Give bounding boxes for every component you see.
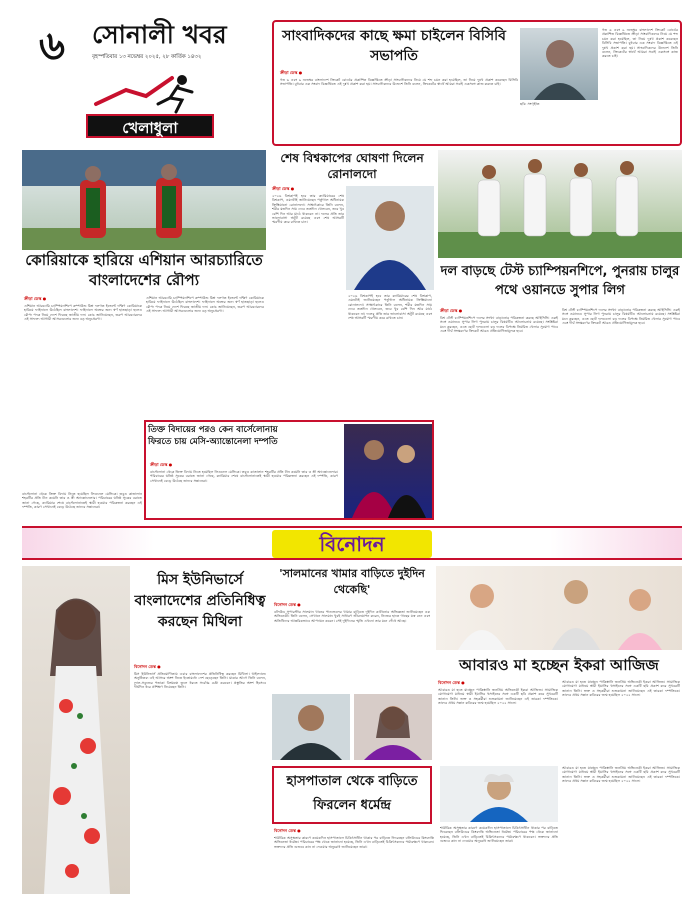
byline: ক্রীড়া ডেস্ক ● bbox=[440, 308, 463, 313]
dharmendra-photo bbox=[440, 766, 558, 822]
body-text-column-3: আবারও মা হতে যাচ্ছেন পাকিস্তানি জনপ্রিয় অভিনেত্রী ইকরা আজিজ। সামাজিক যোগাযোগ মাধ্যমে স্বামী ইয়াসির হুসাইনের সঙ্গে একটি ছবি প্রকাশ করে সুখবরটি জানান তিনি। ভক্ত ও সহকর্মীরা শুভকামনা জানিয়েছেন এই তারকা দম্পতিকে। তাদের প্রথম সন্তান কবিরের জন্ম হয়েছিল ২০২২ সালে। bbox=[562, 766, 680, 784]
headline: শেষ বিশ্বকাপের ঘোষণা দিলেন রোনালদো bbox=[280, 151, 424, 181]
photo-caption: ছবি: সংগৃহীত bbox=[520, 102, 540, 106]
byline: বিনোদন ডেস্ক ● bbox=[438, 680, 465, 685]
story-messi bbox=[144, 420, 434, 520]
headline: কোরিয়াকে হারিয়ে এশিয়ান আরচ্যারিতে বাংলাদেশের রৌপ্য bbox=[25, 251, 263, 289]
body-text: শারীরিক অসুস্থতার কারণে কয়েকদিন হাসপাতালে চিকিৎসাধীন থাকার পর বাড়িতে ফিরেছেন বলিউডের কিংবদন্তি অভিনেতা ধর্মেন্দ্র। পরিবারের পক্ষ থেকে জানানো হয়েছে, তিনি এখন বাড়িতেই চিকিৎসকদের পর্যবেক্ষণে থাকবেন। ভক্তদের প্রতি গুজবে কান না দেওয়ার অনুরোধ জানিয়েছেন তারা। bbox=[274, 836, 434, 849]
body-text: মিস ইউনিভার্স প্রতিযোগিতায় এবার বাংলাদেশের প্রতিনিধিত্ব করছেন মিথিলা। থাইল্যান্ডে অনুষ্ঠিতব্য এই আসরে অংশ নিতে ইতোমধ্যে দেশ ছেড়েছেন তিনি। যাত্রার আগে তিনি বলেন, লাল-সবুজের পতাকা বিশ্বমঞ্চে তুলে ধরতে সর্বোচ্চ চেষ্টা করবেন। প্রস্তুতির অংশ হিসেবে দীর্ঘদিন ধরে প্রশিক্ষণ নিয়েছেন তিনি। bbox=[134, 672, 266, 690]
body-text-continued: এশিয়ান আরচ্যারি চ্যাম্পিয়নশিপে কম্পাউন্ড মিশ্র দলগত ইভেন্টে দক্ষিণ কোরিয়াকে হারিয়ে ফাইনালে উঠেছিল বাংলাদেশ। ফাইনালে অল্পের জন্য স্বর্ণ হাতছাড়া হলেও রৌপ্য পদক নিয়ে দেশে ফিরছে জাতীয় দল। কোচ জানিয়েছেন, তরুণ আরচ্যারদের এই সাফল্য আগামী আসরগুলোর জন্য বড় অনুপ্রেরণা। bbox=[146, 296, 264, 314]
body-text: বার্সেলোনা থেকে তিক্ত বিদায় নিতে হয়েছিল লিওনেল মেসিকে। তবুও কাতালান শহরটির প্রতি টান কমেনি তার ও স্ত্রী অ্যান্তোনেলার। পরিবারের ঘনিষ্ঠ সূত্রের বরাতে জানা গেছে, ক্যারিয়ার শেষে বার্সেলোনাতেই স্থায়ী হওয়ার পরিকল্পনা করছেন এই দম্পতি, কারণ সেখানেই বেড়ে উঠেছে তাদের সন্তানেরা। bbox=[150, 470, 338, 483]
story-ronaldo bbox=[270, 150, 434, 420]
byline: বিনোদন ডেস্ক ● bbox=[274, 828, 301, 833]
headline: আবারও মা হচ্ছেন ইকরা আজিজ bbox=[459, 656, 659, 674]
date-line: বৃহস্পতিবার ১৩ নভেম্বর ২০২৫, ২৮ কার্তিক ১৪৩২ bbox=[92, 54, 202, 60]
headline-box bbox=[272, 766, 432, 824]
masthead bbox=[22, 18, 268, 140]
body-text-continued: বিশ্ব টেস্ট চ্যাম্পিয়নশিপে দলের সংখ্যা বাড়ানোর পরিকল্পনা করছে আইসিসি। একই সঙ্গে ওয়ানডে সুপার লিগ পুনরায় চালুর বিষয়টিও আলোচনায় রয়েছে। সংশ্লিষ্টরা মনে করছেন, এতে ছোট দলগুলো বড় দলের বিপক্ষে নিয়মিত খেলার সুযোগ পাবে এবং দীর্ঘ সংস্করণের ক্রিকেট আরও প্রতিযোগিতামূলক হবে। bbox=[562, 308, 680, 326]
byline: ক্রীড়া ডেস্ক ● bbox=[150, 462, 173, 467]
byline: ক্রীড়া ডেস্ক ● bbox=[24, 296, 47, 301]
banner-title: বিনোদন bbox=[272, 530, 432, 558]
headline: তিক্ত বিদায়ের পরও কেন বার্সেলোনায় ফিরতে চায় মেসি-অ্যান্তোনেলা দম্পতি bbox=[148, 425, 278, 447]
body-text: আবারও মা হতে যাচ্ছেন পাকিস্তানি জনপ্রিয় অভিনেত্রী ইকরা আজিজ। সামাজিক যোগাযোগ মাধ্যমে স্বামী ইয়াসির হুসাইনের সঙ্গে একটি ছবি প্রকাশ করে সুখবরটি জানান তিনি। ভক্ত ও সহকর্মীরা শুভকামনা জানিয়েছেন এই তারকা দম্পতিকে। তাদের প্রথম সন্তান কবিরের জন্ম হয়েছিল ২০২২ সালে। bbox=[438, 688, 558, 706]
page-number: ৬ bbox=[38, 23, 65, 69]
headline: দল বাড়ছে টেস্ট চ্যাম্পিয়নশিপে, পুনরায় চালুর পথে ওয়ানডে সুপার লিগ bbox=[440, 264, 680, 298]
portrait-photo bbox=[520, 28, 598, 100]
mithila-photo bbox=[22, 566, 130, 894]
headline: 'সালমানের খামার বাড়িতে দুইদিন থেকেছি' bbox=[279, 567, 425, 596]
paper-name: সোনালী খবর bbox=[92, 20, 227, 49]
story-ekra bbox=[436, 566, 682, 762]
story-bcb bbox=[272, 20, 682, 146]
headline: সাংবাদিকদের কাছে ক্ষমা চাইলেন বিসিবি সভাপতি bbox=[282, 28, 506, 64]
section-logo bbox=[86, 70, 214, 140]
entertainment-banner bbox=[22, 526, 682, 560]
body-text-continued: গত ৬ এবং ৯ নভেম্বর বাংলাদেশ ক্রিকেট বোর্ডের প্রকাশিত বিজ্ঞপ্তিতে ক্রীড়া সাংবাদিকদের নিয়ে যে শব্দ চয়ন করা হয়েছিল, তা নিয়ে দুঃখ প্রকাশ করেছেন বিসিবি সভাপতি। বুধবার এক সংবাদ বিজ্ঞপ্তিতে এই দুঃখ প্রকাশ করা হয়। সাংবাদিকদের উদ্দেশে তিনি বলেন, ক্রিকেটের স্বার্থে আমরা সবাই একসঙ্গে কাজ করতে চাই। bbox=[602, 28, 678, 59]
body-text-continued: আবারও মা হতে যাচ্ছেন পাকিস্তানি জনপ্রিয় অভিনেত্রী ইকরা আজিজ। সামাজিক যোগাযোগ মাধ্যমে স্বামী ইয়াসির হুসাইনের সঙ্গে একটি ছবি প্রকাশ করে সুখবরটি জানান তিনি। ভক্ত ও সহকর্মীরা শুভকামনা জানিয়েছেন এই তারকা দম্পতিকে। তাদের প্রথম সন্তান কবিরের জন্ম হয়েছিল ২০২২ সালে। bbox=[562, 680, 680, 698]
headline: হাসপাতাল থেকে বাড়িতে ফিরলেন ধর্মেন্দ্র bbox=[286, 774, 418, 813]
messi-body-continued: বার্সেলোনা থেকে তিক্ত বিদায় নিতে হয়েছিল লিওনেল মেসিকে। তবুও কাতালান শহরটির প্রতি টান কমেনি তার ও স্ত্রী অ্যান্তোনেলার। পরিবারের ঘনিষ্ঠ সূত্রের বরাতে জানা গেছে, ক্যারিয়ার শেষে বার্সেলোনাতেই স্থায়ী হওয়ার পরিকল্পনা করছেন এই দম্পতি, কারণ সেখানেই বেড়ে উঠেছে তাদের সন্তানেরা। bbox=[22, 492, 142, 510]
body-text: এশিয়ান আরচ্যারি চ্যাম্পিয়নশিপে কম্পাউন্ড মিশ্র দলগত ইভেন্টে দক্ষিণ কোরিয়াকে হারিয়ে ফাইনালে উঠেছিল বাংলাদেশ। ফাইনালে অল্পের জন্য স্বর্ণ হাতছাড়া হলেও রৌপ্য পদক নিয়ে দেশে ফিরছে জাতীয় দল। কোচ জানিয়েছেন, তরুণ আরচ্যারদের এই সাফল্য আগামী আসরগুলোর জন্য বড় অনুপ্রেরণা। bbox=[24, 304, 142, 322]
byline: বিনোদন ডেস্ক ● bbox=[134, 664, 161, 669]
body-text-continued: শারীরিক অসুস্থতার কারণে কয়েকদিন হাসপাতালে চিকিৎসাধীন থাকার পর বাড়িতে ফিরেছেন বলিউডের কিংবদন্তি অভিনেতা ধর্মেন্দ্র। পরিবারের পক্ষ থেকে জানানো হয়েছে, তিনি এখন বাড়িতেই চিকিৎসকদের পর্যবেক্ষণে থাকবেন। ভক্তদের প্রতি গুজবে কান না দেওয়ার অনুরোধ জানিয়েছেন তারা। bbox=[440, 826, 558, 844]
body-text: বিশ্ব টেস্ট চ্যাম্পিয়নশিপে দলের সংখ্যা বাড়ানোর পরিকল্পনা করছে আইসিসি। একই সঙ্গে ওয়ানডে সুপার লিগ পুনরায় চালুর বিষয়টিও আলোচনায় রয়েছে। সংশ্লিষ্টরা মনে করছেন, এতে ছোট দলগুলো বড় দলের বিপক্ষে নিয়মিত খেলার সুযোগ পাবে এবং দীর্ঘ সংস্করণের ক্রিকেট আরও প্রতিযোগিতামূলক হবে। bbox=[440, 316, 558, 334]
body-text: বলিউড সুপারস্টার সালমান খানের পানভেলের খামার বাড়িতে দুইদিন কাটানোর অভিজ্ঞতা জানিয়েছেন এক অভিনেত্রী। তিনি বলেন, সেখানে সালমান খুবই সাধারণ জীবনযাপন করেন, নিজের হাতে গাছের যত্ন নেন এবং অতিথিদের আন্তরিকভাবে আপ্যায়ন করেন। সেই দুইদিনের স্মৃতি এখনো তার মনে গেঁথে আছে। bbox=[274, 610, 430, 623]
ekra-photo bbox=[436, 566, 682, 650]
ronaldo-photo bbox=[346, 186, 434, 290]
body-text: গত ৬ এবং ৯ নভেম্বর বাংলাদেশ ক্রিকেট বোর্ডের প্রকাশিত বিজ্ঞপ্তিতে ক্রীড়া সাংবাদিকদের নিয়ে যে শব্দ চয়ন করা হয়েছিল, তা নিয়ে দুঃখ প্রকাশ করেছেন বিসিবি সভাপতি। বুধবার এক সংবাদ বিজ্ঞপ্তিতে এই দুঃখ প্রকাশ করা হয়। সাংবাদিকদের উদ্দেশে তিনি বলেন, ক্রিকেটের স্বার্থে আমরা সবাই একসঙ্গে কাজ করতে চাই। bbox=[280, 78, 518, 87]
byline: বিনোদন ডেস্ক ● bbox=[274, 602, 301, 607]
cricket-photo bbox=[438, 150, 682, 258]
story-mithila bbox=[22, 566, 268, 894]
salman-photo bbox=[272, 694, 350, 760]
actress-photo bbox=[354, 694, 432, 760]
story-test-championship bbox=[438, 150, 682, 520]
section-label: খেলাধুলা bbox=[86, 114, 214, 138]
byline: ক্রীড়া ডেস্ক ● bbox=[280, 70, 303, 75]
byline: ক্রীড়া ডেস্ক ● bbox=[272, 186, 295, 191]
messi-photo bbox=[344, 424, 432, 518]
headline: মিস ইউনিভার্সে বাংলাদেশের প্রতিনিধিত্ব করছেন মিথিলা bbox=[134, 572, 266, 630]
body-text: ২০২৬ বিশ্বকাপই হবে তার ক্যারিয়ারের শেষ বিশ্বকাপ, এমনটাই জানিয়েছেন পর্তুগাল অধিনায়ক ক্রিস্তিয়ানো রোনালদো। সাক্ষাৎকারে তিনি বলেন, শরীর যতদিন সায় দেবে ততদিন খেলবেন, তবে খুব বেশি দিন আর মাঠে থাকবেন না। দলের প্রতি তার ভালোবাসা অটুট রয়েছে এবং শেষ আসরটি স্মরণীয় করে রাখতে চান। bbox=[272, 194, 344, 225]
archery-photo bbox=[22, 150, 266, 250]
story-dharmendra bbox=[272, 766, 682, 894]
story-salman bbox=[272, 566, 432, 762]
body-text-continued: ২০২৬ বিশ্বকাপই হবে তার ক্যারিয়ারের শেষ বিশ্বকাপ, এমনটাই জানিয়েছেন পর্তুগাল অধিনায়ক ক্রিস্তিয়ানো রোনালদো। সাক্ষাৎকারে তিনি বলেন, শরীর যতদিন সায় দেবে ততদিন খেলবেন, তবে খুব বেশি দিন আর মাঠে থাকবেন না। দলের প্রতি তার ভালোবাসা অটুট রয়েছে এবং শেষ আসরটি স্মরণীয় করে রাখতে চান। bbox=[348, 294, 432, 321]
runner-icon bbox=[86, 70, 214, 114]
